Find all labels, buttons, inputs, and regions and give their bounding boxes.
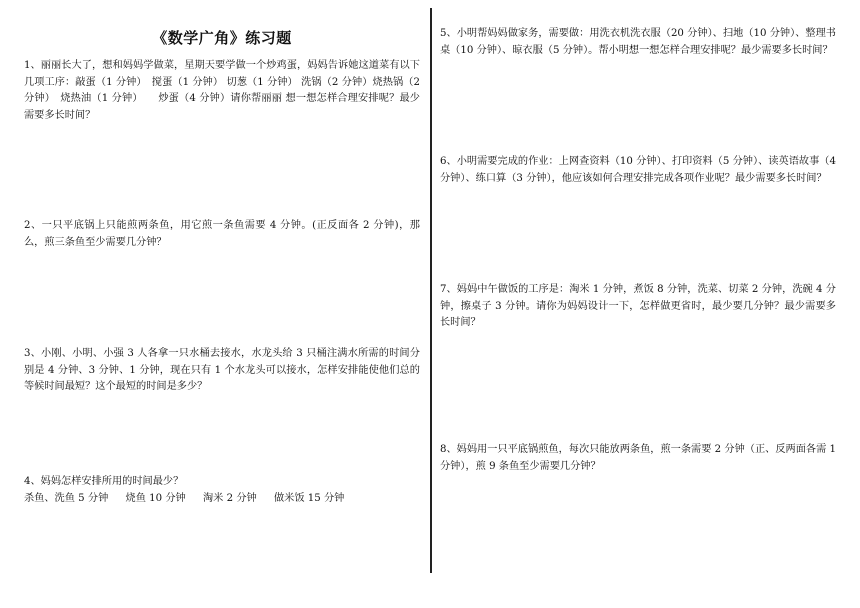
question-4-item: 杀鱼、洗鱼 5 分钟 <box>24 492 109 504</box>
question-7 <box>440 282 836 332</box>
question-4 <box>24 474 420 507</box>
question-4-items <box>24 491 420 508</box>
question-4-item: 做米饭 15 分钟 <box>273 492 345 504</box>
question-3 <box>24 346 420 396</box>
question-5 <box>440 26 836 59</box>
question-5-text: 5、小明帮妈妈做家务，需要做：用洗衣机洗衣服（20 分钟）、扫地（10 分钟）、整理书桌（10 分钟）、晾衣服（5 分钟）。帮小明想一想怎样合理安排呢？最少需要多长时间？ <box>440 28 836 56</box>
question-1 <box>24 58 420 124</box>
question-3-text: 3、小刚、小明、小强 3 人各拿一只水桶去接水，水龙头给 3 只桶注满水所需的时间分别是 4 分钟、3 分钟、1 分钟，现在只有 1 个水龙头可以接水，怎样安排能使他们总的等候时间最短？这个最短的时间是多少？ <box>24 348 420 392</box>
question-7-text: 7、妈妈中午做饭的工序是：淘米 1 分钟，煮饭 8 分钟，洗菜、切菜 2 分钟，洗碗 4 分钟，擦桌子 3 分钟。请你为妈妈设计一下，怎样做更省时，最少要几分钟？最少需要多长时间？ <box>440 284 836 328</box>
question-8-text: 8、妈妈用一只平底锅煎鱼，每次只能放两条鱼，煎一条需要 2 分钟（正、反两面各需 1 分钟），煎 9 条鱼至少需要几分钟？ <box>440 444 836 472</box>
question-4-text: 4、妈妈怎样安排所用的时间最少？ <box>24 476 184 487</box>
question-2-text: 2、一只平底锅上只能煎两条鱼，用它煎一条鱼需要 4 分钟。(正反面各 2 分钟)，那么，煎三条鱼至少需要几分钟？ <box>24 220 420 248</box>
question-4-item: 淘米 2 分钟 <box>202 492 257 504</box>
question-8 <box>440 442 836 475</box>
question-6-text: 6、小明需要完成的作业：上网查资料（10 分钟）、打印资料（5 分钟）、读英语故事（4 分钟）、练口算（3 分钟），他应该如何合理安排完成各项作业呢？最少需要多长时间？ <box>440 156 836 184</box>
question-4-item: 烧鱼 10 分钟 <box>125 492 186 504</box>
question-6 <box>440 154 836 187</box>
column-divider <box>430 8 432 573</box>
page-title: 《数学广角》练习题 <box>152 29 292 47</box>
question-2 <box>24 218 420 251</box>
question-1-text: 1、丽丽长大了，想和妈妈学做菜，星期天要学做一个炒鸡蛋，妈妈告诉她这道菜有以下几项工序：敲蛋（1 分钟） 搅蛋（1 分钟） 切葱（1 分钟） 洗锅（2 分钟）烧热锅（2 分钟） 烧热油（1 分钟） 炒蛋（4 分钟）请你帮丽丽 想一想怎样合理安排呢？最少需要多长时间？ <box>24 60 420 121</box>
